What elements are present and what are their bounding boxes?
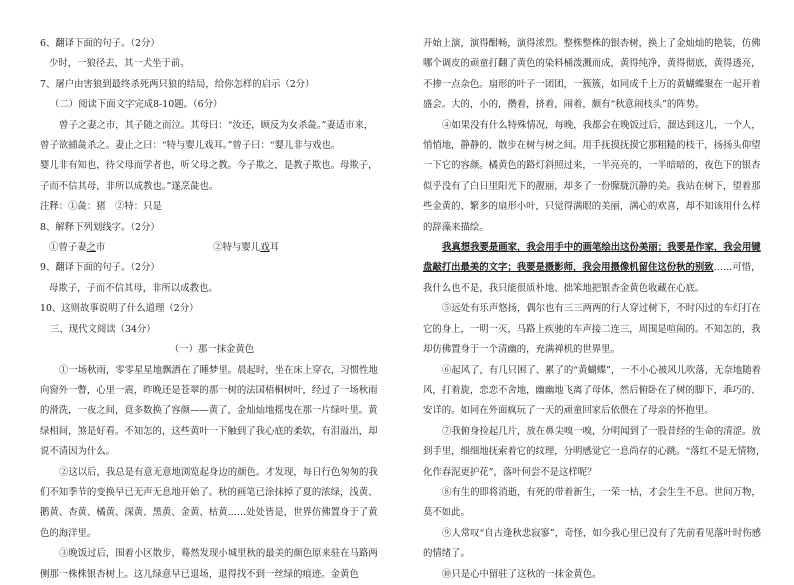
left-column — [40, 34, 384, 585]
article-para-1: ①一场秋雨，零零星星地飘洒在了睡梦里。晨起时，坐在床上穿衣，习惯性地向窗外一瞥，心里一震，昨晚还是苍翠的那一树的法国梧桐树叶，经过了一场秋雨的滑洗，一夜之间，竟多数换了容颜——黄了，金灿灿地摇曳在那一片绿叶里。黄绿相间，煞是好看。不知怎的，这些黄叶一下触到了我心底的柔软，有泪溢出，却说不清因为什么。 — [40, 364, 378, 458]
para-4b-rest: ……可惜，我什么也不是，我只能很质朴地、拙笨地把银杏金黄色收藏在心底。 — [423, 262, 761, 294]
article-para-4: ④如果没有什么特殊情况，每晚，我都会在晚饭过后，溜达到这儿，一个人，悄悄地，静静的，散步在树与树之间。用手抚摸抚摸它那粗糙的枝干，扬扬头仰望一下它的容颜。橘黄色的路灯斜照过来，一半亮亮的，一半暗暗的，夜色下的银杏似乎没有了白日里阳光下的靓丽，却多了一份朦胧沉静的美。我站在树下，望着那些金黄的、繁多的扇形小叶，只觉得满眼的美丽，满心的欢喜，却不知该用什么样的辞藻来描绘。 — [423, 119, 761, 233]
article-para-10: ⑩只是心中留驻了这秋的一抹金黄色。 — [442, 568, 602, 580]
article-para-5: ⑤远处有乐声悠扬，偶尔也有三三两两的行人穿过树下，不时闪过的车灯打在它的身上，一明一灭，马路上疾驰的车声接二连三，周围是喧闹的。不知怎的，我却仿佛置身于一个清幽的，充满禅机的世界里。 — [423, 303, 761, 356]
passage-line-3: 婴儿非有知也，待父母而学者也，听父母之教。今子欺之，是教子欺也。母欺子， — [40, 160, 378, 172]
q6-label: 6、翻译下面的句子。（2分） — [40, 38, 160, 49]
q8-item1-post: 市 — [95, 242, 106, 254]
q6-text: 少时，一狼径去，其一犬坐于前。 — [49, 58, 190, 70]
passage-line-2: 曾子欲捕彘杀之。妻止之曰：“特与婴儿戏耳。”曾子曰：“婴儿非与戏也。 — [40, 140, 341, 152]
q9-text: 母欺子，子而不信其母，非所以成教也。 — [49, 282, 218, 294]
article-para-3: ③晚饭过后，围着小区散步，蓦然发现小城里秋的最美的颜色原来驻在马路两侧那一株株银杏树上。这儿绿意早已退场，退得找不到一丝绿的痕迹。金黄色 — [40, 548, 378, 580]
q9-label: 9、翻译下面的句子。（2分） — [40, 262, 160, 274]
q8-item2-post: 耳 — [269, 242, 279, 254]
article-para-6: ⑥起风了，有几只困了、累了的“黄蝴蝶”，一不小心被风儿吹落，无奈地随着风，打着旋，恋恋不舍地，幽幽地飞离了母体，然后俯卧在了树的脚下，乖巧的、安详的。如同在外面疯玩了一天的顽童回家后依偎在了母亲的怀抱里。 — [423, 364, 761, 417]
passage-line-4: 子而不信其母，非所以成教也。”遂烹彘也。 — [40, 180, 219, 192]
q10-label: 10、这则故事说明了什么道理（2分） — [40, 303, 199, 315]
q8-items — [40, 238, 384, 258]
right-column — [423, 34, 766, 585]
article-para-9: ⑨人常叹“自古逢秋悲寂寥”，奇怪，如今我心里已没有了先前看见落叶时伤感的情绪了。 — [423, 527, 761, 560]
article-para-7: ⑦我俯身捡起几片，放在鼻尖嗅一嗅，分明闻到了一股昔经的生命的清涩。放到手里，细细地抚索着它的纹理，分明感觉它一息尚存的心跳。“落红不是无情物，化作春泥更护花”，落叶何尝不是这样呢？ — [423, 425, 766, 478]
q8-label: 8、解释下列划线字。（2分） — [40, 221, 160, 233]
section2-title: （二）阅读下面文字完成8-10题。（6分） — [50, 99, 223, 111]
article-para-4b — [423, 238, 766, 299]
section3-title: 三、现代文阅读（34分） — [50, 323, 156, 335]
article-title: （一）那一抹金黄色 — [169, 344, 255, 356]
q8-item1-word: 之 — [86, 242, 96, 254]
article-para-8: ⑧有生的即将消逝，有死的带着新生，一荣一枯，才会生生不息。世间万物，莫不如此。 — [423, 486, 761, 519]
article-para-2: ②这以后，我总是有意无意地浏览起身边的颜色。才发现，每日行色匆匆的我们不知季节的变换早已无声无息地开始了。秋的画笔已涂抹掉了夏的浓绿，浅黄、鹅黄、杏黄、橘黄、深黄、黑黄、金黄、枯黄……处处皆是，世界仿佛置身于了黄色的海洋里。 — [40, 466, 378, 539]
q8-item2-word: 戏 — [260, 242, 270, 254]
article-para-3-cont: 开始上演，演得酣畅，演得浓烈。整株整株的银杏树，换上了金灿灿的艳装，仿佛哪个调皮的顽童打翻了黄色的染料桶泼溅而成，黄得纯净，黄得彻底，黄得透亮，不掺一点杂色。扇形的叶子一团团，一簇簇，如同成千上万的黄蝴蝶聚在一起开着盛会。大的，小的，攒着，挤着，闹着，颇有“秋意闹枝头”的阵势。 — [423, 38, 761, 111]
passage-line-1: 曾子之妻之市，其子随之而泣。其母曰：“汝还，顾反为女杀彘。”妻适市来， — [59, 119, 374, 131]
q8-item2-pre: ②特与婴儿 — [213, 242, 261, 254]
underlined-sentence: 我真想我要是画家，我会用手中的画笔绘出这份美丽；我要是作家，我会用键盘敲打出最美的文字；我要是摄影师，我会用摄像机留住这份秋的别致 — [423, 242, 761, 274]
notes: 注释：①彘：猪 ②特：只是 — [40, 201, 162, 213]
q7-label: 7、屠户由害狼到最终杀死两只狼的结局，给你怎样的启示（2分） — [40, 78, 315, 90]
q8-item1-pre: ①曾子妻 — [49, 242, 87, 254]
